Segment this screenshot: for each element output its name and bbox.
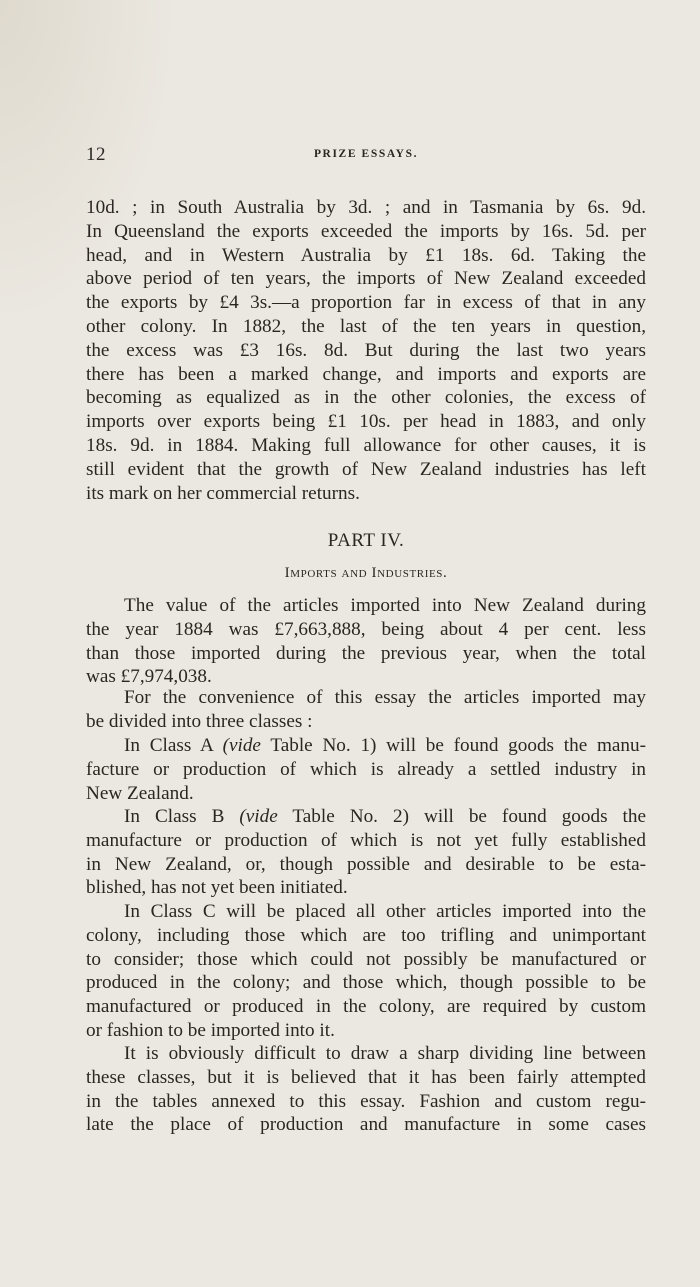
text-line: still evident that the growth of New Zealand industries has left bbox=[86, 458, 646, 480]
class-a-start: In Class A bbox=[124, 735, 223, 756]
text-line: In Class C will be placed all other articles imported into the bbox=[124, 901, 646, 922]
paragraph-class-b bbox=[86, 805, 646, 900]
text-line: For the convenience of this essay the articles imported may bbox=[124, 687, 646, 708]
text-line: manufacture or production of which is not yet fully established bbox=[86, 829, 646, 851]
intro-paragraph bbox=[86, 196, 646, 505]
running-title: PRIZE ESSAYS. bbox=[313, 148, 419, 160]
text-line: these classes, but it is believed that it has been fairly attempted bbox=[86, 1066, 646, 1088]
text-line: 18s. 9d. in 1884. Making full allowance for other causes, it is bbox=[86, 434, 646, 456]
text-line: to consider; those which could not possibly be manufactured or bbox=[86, 948, 646, 970]
text-line: In Queensland the exports exceeded the imports by 16s. 5d. per bbox=[86, 220, 646, 242]
paragraph-class-c bbox=[86, 900, 646, 1043]
text-line: its mark on her commercial returns. bbox=[86, 482, 360, 504]
text-line: be divided into three classes : bbox=[86, 710, 313, 732]
paragraph-dividing-line bbox=[86, 1042, 646, 1137]
vide-italic: (vide bbox=[222, 735, 261, 756]
text-line: late the place of production and manufacture in some cases bbox=[86, 1114, 646, 1136]
text-line: head, and in Western Australia by £1 18s. 6d. Taking the bbox=[86, 244, 646, 266]
paragraph-classes-intro bbox=[86, 686, 646, 734]
vide-italic: (vide bbox=[239, 806, 278, 827]
text-line: becoming as equalized as in the other colonies, the excess of bbox=[86, 387, 646, 409]
text-line: blished, has not yet been initiated. bbox=[86, 877, 348, 899]
text-line: above period of ten years, the imports of New Zealand exceeded bbox=[86, 268, 646, 290]
text-line: the excess was £3 16s. 8d. But during the last two years bbox=[86, 339, 646, 361]
text-line: The value of the articles imported into New Zealand during bbox=[124, 595, 646, 616]
text-line: in New Zealand, or, though possible and desirable to be esta- bbox=[86, 853, 646, 875]
text-line: colony, including those which are too trifling and unimportant bbox=[86, 924, 646, 946]
text-line bbox=[86, 734, 646, 758]
text-line: in the tables annexed to this essay. Fashion and custom regu- bbox=[86, 1090, 646, 1112]
text-line bbox=[86, 805, 646, 829]
running-head bbox=[86, 144, 646, 168]
text-line: 10d. ; in South Australia by 3d. ; and in Tasmania by 6s. 9d. bbox=[86, 197, 646, 218]
text-line: produced in the colony; and those which, though possible to be bbox=[86, 972, 646, 994]
paragraph-imports-value bbox=[86, 594, 646, 689]
text-line: New Zealand. bbox=[86, 782, 194, 804]
text-line: was £7,974,038. bbox=[86, 666, 212, 688]
section-subheading: Imports and Industries. bbox=[284, 565, 448, 581]
text-line: there has been a marked change, and imports and exports are bbox=[86, 363, 646, 385]
text-line: than those imported during the previous year, when the total bbox=[86, 642, 646, 664]
text-line: It is obviously difficult to draw a sharp dividing line between bbox=[124, 1043, 646, 1064]
class-b-rest: Table No. 2) will be found goods the bbox=[277, 806, 646, 827]
text-line: other colony. In 1882, the last of the ten years in question, bbox=[86, 315, 646, 337]
class-b-start: In Class B bbox=[124, 806, 240, 827]
section-heading: PART IV. bbox=[327, 530, 405, 551]
text-line: imports over exports being £1 10s. per head in 1883, and only bbox=[86, 411, 646, 433]
text-line: the year 1884 was £7,663,888, being about 4 per cent. less bbox=[86, 618, 646, 640]
class-a-rest: Table No. 1) will be found goods the manu- bbox=[260, 735, 646, 756]
text-line: manufactured or produced in the colony, are required by custom bbox=[86, 996, 646, 1018]
page-number: 12 bbox=[86, 144, 106, 165]
paragraph-class-a bbox=[86, 734, 646, 805]
text-line: the exports by £4 3s.—a proportion far in excess of that in any bbox=[86, 292, 646, 314]
text-line: or fashion to be imported into it. bbox=[86, 1019, 335, 1041]
text-line: facture or production of which is already a settled industry in bbox=[86, 758, 646, 780]
